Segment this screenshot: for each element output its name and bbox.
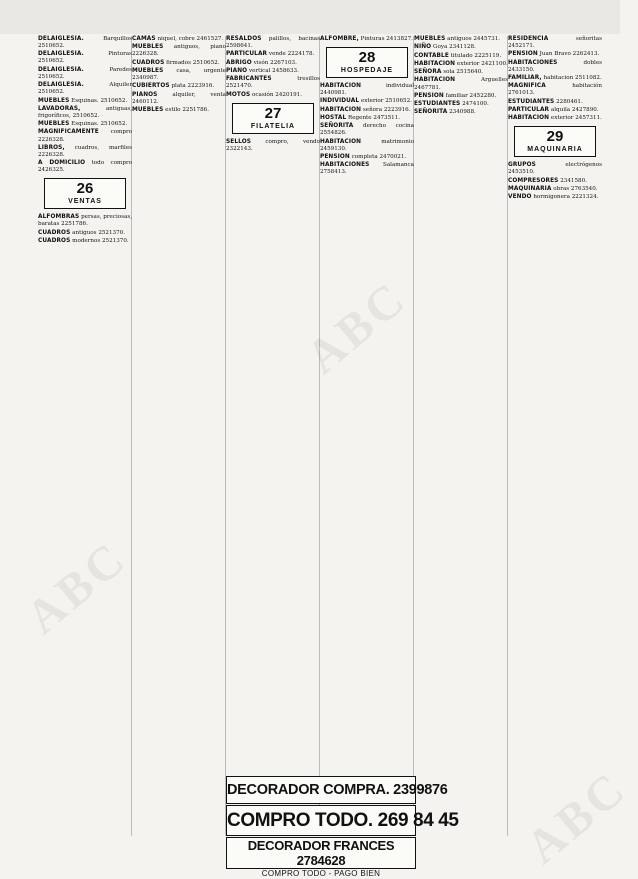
entry-text: Esquinas. 2510652. <box>71 97 128 104</box>
classified-entry <box>38 51 132 65</box>
entry-keyword: SEÑORITA <box>414 109 448 116</box>
entry-text: habitación 2761013. <box>508 83 602 97</box>
entry-keyword: DELAIGLESIA. <box>38 82 84 89</box>
entry-keyword: MAGNIFICAMENTE <box>38 129 99 136</box>
classified-entry <box>508 115 602 122</box>
section-header-ventas <box>44 178 126 209</box>
classified-entry <box>132 44 226 58</box>
entry-text: Pinturas 2413827. <box>360 36 413 42</box>
entry-text: exterior 2421100. <box>456 60 508 67</box>
entry-keyword: HABITACION <box>414 60 456 67</box>
entry-text: matrimonio 2459130. <box>320 138 414 152</box>
section-number: 28 <box>358 49 376 67</box>
header-strip <box>0 0 620 34</box>
classified-entry <box>414 61 508 68</box>
entry-keyword: COMPRESORES <box>508 177 559 184</box>
classified-entry <box>38 36 132 50</box>
entry-text: Pinturas 2510652. <box>38 51 132 65</box>
entry-text: familiar 2452280. <box>445 92 497 99</box>
classified-entry <box>38 98 132 105</box>
entry-text: estilo 2251786. <box>165 106 210 113</box>
ad-compro-todo: COMPRO TODO. 269 84 45 <box>226 805 416 836</box>
entry-text: Juan Bravo 2262413. <box>539 51 600 58</box>
section-header-filatelia <box>232 103 314 134</box>
classified-entry <box>508 75 602 82</box>
entry-text: señora 2223916. <box>362 106 411 113</box>
classified-entry <box>226 139 320 153</box>
entry-text: tresillos 2521470. <box>226 76 320 90</box>
entry-keyword: DELAIGLESIA. <box>38 51 84 58</box>
classified-entry <box>38 214 132 228</box>
entry-keyword: ESTUDIANTES <box>508 98 555 105</box>
entry-keyword: A DOMICILIO <box>38 160 86 167</box>
entry-keyword: ALFOMBRAS <box>38 214 80 221</box>
entry-keyword: PENSION <box>320 154 350 161</box>
entry-keyword: RESALDOS <box>226 36 262 42</box>
entry-text: 2280461. <box>556 98 583 105</box>
classified-entry <box>38 106 132 120</box>
classified-entry <box>320 107 414 114</box>
section-number: 29 <box>546 128 564 146</box>
entry-keyword: LAVADORAS, <box>38 105 81 112</box>
classified-entry <box>508 107 602 114</box>
watermark: ABC <box>516 760 638 875</box>
classified-entry <box>38 160 132 174</box>
classified-entry <box>320 115 414 122</box>
entry-keyword: PIANOS <box>132 91 158 98</box>
entry-keyword: PIANO <box>226 67 248 74</box>
section-header-hospedaje <box>326 47 408 78</box>
column-5 <box>414 36 508 836</box>
classified-entry <box>38 230 132 237</box>
entry-keyword: VENDO <box>508 194 532 201</box>
section-number: 27 <box>264 104 282 122</box>
entry-text: antiguos, piano 2226328. <box>132 44 226 58</box>
entry-text: ocasión 2420191. <box>252 91 302 98</box>
entry-keyword: PARTICULAR <box>508 106 550 113</box>
entry-keyword: CUBIERTOS <box>132 83 170 90</box>
entry-text: Esquinas. 2510652. <box>71 121 128 128</box>
entry-keyword: RESIDENCIA <box>508 36 549 42</box>
entry-keyword: SEÑORITA <box>320 123 354 130</box>
entry-text: señoritas 2452171. <box>508 36 602 50</box>
entry-text: antiguas, frigoríficos, 2510652. <box>38 105 132 119</box>
entry-keyword: DELAIGLESIA. <box>38 66 84 73</box>
classified-entry <box>320 154 414 161</box>
column-4 <box>320 36 414 771</box>
entry-keyword: HABITACION <box>414 77 456 84</box>
entry-keyword: MUEBLES <box>38 97 70 104</box>
entry-text: alquiler, venta 2460112. <box>132 91 227 105</box>
section-title: VENTAS <box>68 198 102 206</box>
classified-entry <box>414 93 508 100</box>
classified-entry <box>320 36 414 43</box>
entry-keyword: PARTICULAR <box>226 51 268 58</box>
entry-text: sola 2515640. <box>443 69 484 76</box>
entry-keyword: LIBROS, <box>38 144 65 151</box>
entry-keyword: HABITACION <box>508 115 550 122</box>
entry-text: todo compro 2426325. <box>38 160 132 174</box>
entry-text: 2340988. <box>449 109 476 116</box>
classified-entry <box>38 82 132 96</box>
entry-keyword: MOTOS <box>226 91 251 98</box>
column-6 <box>508 36 602 836</box>
classified-entry <box>226 60 320 67</box>
classified-entry <box>414 36 508 43</box>
entry-keyword: ABRIGO <box>226 59 252 66</box>
entry-text: alquila 2427890. <box>550 106 599 113</box>
classified-entry <box>132 36 226 43</box>
entry-keyword: CUADROS <box>132 59 165 66</box>
classified-entry <box>132 68 226 82</box>
ad-decorador-frances-sub: COMPRO TODO - PAGO BIEN <box>261 869 381 878</box>
section-title: FILATELIA <box>250 122 296 130</box>
classified-entry <box>132 107 226 114</box>
entry-text: Salamanca 2758413. <box>320 162 414 176</box>
entry-text: completa 2470021. <box>351 154 407 161</box>
classified-entry <box>132 92 226 106</box>
entry-text: exterior 2457311. <box>550 115 602 122</box>
entry-text: exterior 2510652. <box>360 98 412 105</box>
ad-decorador-frances <box>226 837 416 878</box>
classified-entry <box>320 123 414 137</box>
entry-keyword: CONTABLE <box>414 52 449 59</box>
entry-text: Alquiler 2510652. <box>38 82 132 96</box>
entry-keyword: CUADROS <box>38 229 71 236</box>
entry-keyword: DELAIGLESIA. <box>38 36 84 42</box>
classified-entry <box>132 60 226 67</box>
entry-keyword: INDIVIDUAL <box>320 98 360 105</box>
classified-entry <box>226 36 320 50</box>
entry-text: habitacion 2511082. <box>543 75 602 82</box>
section-title: MAQUINARIA <box>527 146 583 154</box>
classified-entry <box>414 44 508 51</box>
watermark: ABC <box>296 270 418 385</box>
classified-entry <box>226 76 320 90</box>
entry-keyword: MUEBLES <box>132 67 164 74</box>
entry-text: dobles 2433150. <box>508 59 602 73</box>
entry-keyword: ALFOMBRE, <box>320 36 359 42</box>
classified-entry <box>508 186 602 193</box>
entry-text: obras 2763540. <box>553 186 598 192</box>
entry-text: Paredes 2510652. <box>38 66 132 80</box>
classified-entry <box>508 194 602 201</box>
entry-text: modernos 2521370. <box>72 238 129 245</box>
entry-text: 2341580. <box>560 177 587 184</box>
classified-entry <box>508 178 602 185</box>
classified-entry <box>508 51 602 58</box>
ad-decorador-frances-main: DECORADOR FRANCES 2784628 <box>247 838 395 868</box>
entry-text: derecho cocina 2554826. <box>320 123 414 137</box>
entry-text: individual 2440981. <box>320 83 414 97</box>
entry-text: hormigonera 2221324. <box>533 194 599 201</box>
entry-text: vertical 2458633. <box>248 67 299 74</box>
classified-entry <box>508 60 602 74</box>
entry-text: Barquillos 2510652. <box>38 36 132 50</box>
entry-keyword: CAMAS <box>132 36 156 42</box>
entry-keyword: MUEBLES <box>414 36 446 42</box>
classified-entry <box>508 162 602 176</box>
entry-text: antiguos 2445731. <box>447 36 501 42</box>
entry-keyword: HABITACIONES <box>508 59 558 66</box>
classified-entry <box>414 101 508 108</box>
classified-entry <box>38 238 132 245</box>
entry-text: antiguos 2521370. <box>72 229 126 236</box>
entry-text: Arguelles 2467781. <box>414 77 508 91</box>
classified-entry <box>508 99 602 106</box>
entry-text: firmados 2510652. <box>166 59 220 66</box>
section-header-maquinaria <box>514 126 596 157</box>
classified-entry <box>226 51 320 58</box>
entry-keyword: MUEBLES <box>132 44 164 51</box>
classified-entry <box>414 69 508 76</box>
entry-text: plata 2223916. <box>171 83 215 90</box>
classified-entry <box>320 162 414 176</box>
classified-entry <box>320 139 414 153</box>
entry-keyword: HABITACION <box>320 83 362 90</box>
classified-entry <box>38 129 132 143</box>
entry-keyword: MUEBLES <box>132 106 164 113</box>
classified-entry <box>414 77 508 91</box>
classified-entry <box>226 92 320 99</box>
entry-keyword: HOSTAL <box>320 115 347 122</box>
entry-keyword: FAMILIAR, <box>508 75 542 82</box>
classified-entry <box>226 68 320 75</box>
classified-entry <box>508 83 602 97</box>
entry-text: compro 2226328. <box>38 129 132 143</box>
entry-text: niquel, cobre 2461527. <box>157 36 224 42</box>
classified-entry <box>320 83 414 97</box>
classified-entry <box>132 83 226 90</box>
entry-text: visón 2267103. <box>253 59 297 66</box>
entry-keyword: PENSION <box>508 51 538 58</box>
entry-keyword: HABITACIONES <box>320 162 370 169</box>
entry-keyword: HABITACION <box>320 138 362 145</box>
classified-entry <box>38 145 132 159</box>
entry-keyword: FABRICANTES <box>226 76 272 83</box>
entry-keyword: MAQUINARIA <box>508 186 552 192</box>
entry-keyword: MAGNIFICA <box>508 83 546 90</box>
entry-text: persas, preciosas, baratas 2251786. <box>38 214 132 228</box>
entry-keyword: HABITACION <box>320 106 362 113</box>
classified-entry <box>38 121 132 128</box>
entry-text: casa, urgente 2340987. <box>132 67 227 82</box>
entry-text: Regente 2473511. <box>348 115 401 122</box>
watermark: ABC <box>16 530 138 645</box>
classified-entry <box>320 98 414 105</box>
classified-entry <box>38 67 132 81</box>
entry-keyword: MUEBLES <box>38 121 70 128</box>
entry-keyword: SELLOS <box>226 138 252 145</box>
entry-text: 2474100. <box>462 101 489 108</box>
entry-keyword: PENSION <box>414 92 444 99</box>
entry-keyword: GRUPOS <box>508 162 536 169</box>
entry-keyword: NIÑO <box>414 44 432 51</box>
entry-keyword: ESTUDIANTES <box>414 101 461 108</box>
entry-text: compro, vendo 2322143. <box>226 138 320 152</box>
classified-entry <box>414 109 508 116</box>
column-1 <box>38 36 132 836</box>
column-2 <box>132 36 226 836</box>
entry-keyword: CUADROS <box>38 238 71 245</box>
section-title: HOSPEDAJE <box>340 67 394 75</box>
entry-text: titulado 2225119. <box>450 52 502 59</box>
classified-entry <box>508 36 602 50</box>
column-3 <box>226 36 320 771</box>
entry-text: palillos, bacinas 2598641. <box>226 36 321 50</box>
section-number: 26 <box>76 180 94 198</box>
entry-text: Goya 2341128. <box>432 44 476 51</box>
ad-decorador-compra: DECORADOR COMPRA. 2399876 <box>226 776 416 804</box>
entry-text: electrógenos 2453510. <box>508 162 602 176</box>
entry-text: vende 2224178. <box>268 51 315 58</box>
entry-text: cuadros, marfiles 2226328. <box>38 144 133 158</box>
classified-entry <box>414 53 508 60</box>
entry-keyword: SEÑORA <box>414 69 442 76</box>
